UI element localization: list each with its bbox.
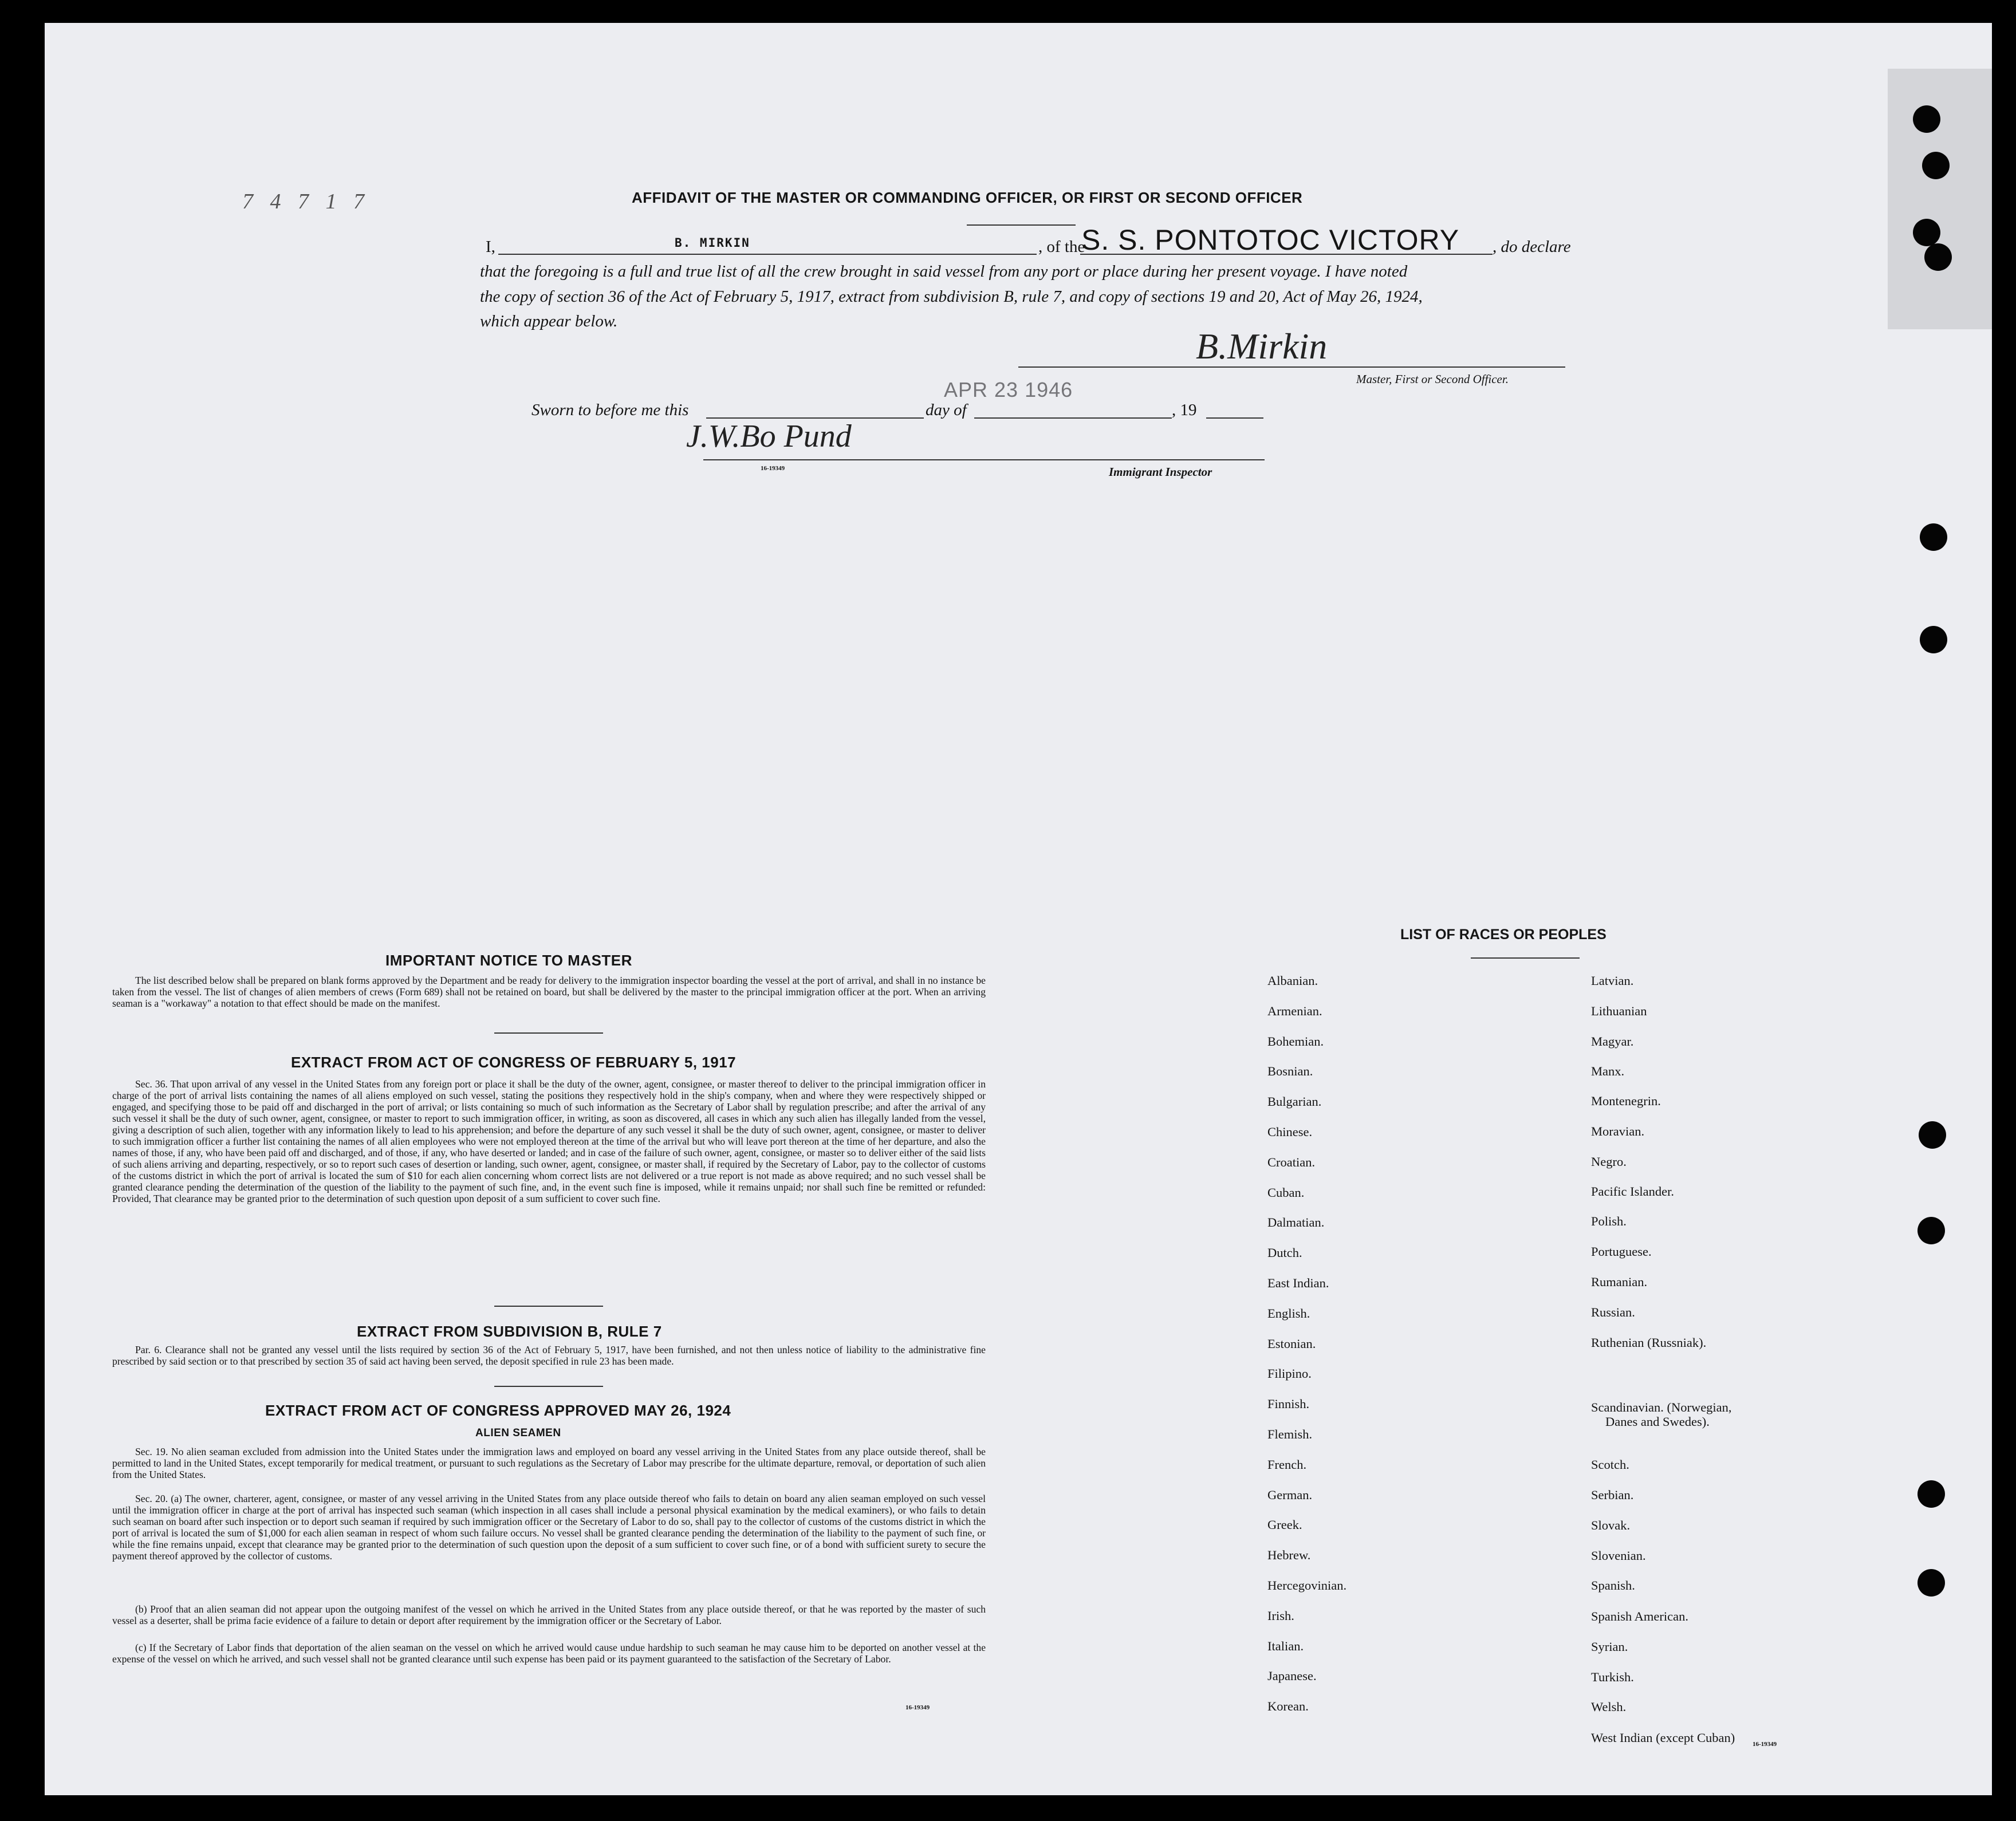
extract-1917-text: Sec. 36. That upon arrival of any vessel in the United States from any foreign port or place it shall be the duty of the owner, agent, consignee, or master thereof to deliver to the principal immigration officer in charge of the port of arrival lists containing the names of all aliens employed on such vessel, stating the positions they respectively hold in the ship's company, when and where they were respectively shipped or engaged, and specifying those to be paid off and discharged in the port of arrival; or lists containing so much of such information as the Secretary of Labor shall by regulation prescribe; and after the arrival of any such vessel it shall be the duty of such owner, agent, consignee, or master to report to such immigration officer, in writing, as soon as discovered, all cases in which any such alien has illegally landed from the vessel, giving a description of such alien, together with any information likely to lead to his apprehension; and before the departure of any such vessel it shall be the duty of such owner, agent, consignee, or master to deliver to such immigration officer a further list containing the names of all alien employees who were not employed thereon at the time of the arrival but who will leave port thereon at the time of her departure, and also the names of those, if any, who have been paid off and discharged, and of those, if any, who have deserted or landed; and in case of the failure of such owner, agent, consignee, or master so to deliver either of the said lists of such aliens arriving and departing, respectively, or so to report such cases of desertion or landing, such owner, agent, consignee, or master shall, if required by the Secretary of Labor, pay to the collector of customs of the customs district in which the port of arrival is located the sum of $10 for each alien concerning whom correct lists are not delivered or a true report is not made as above required; and no such vessel shall be granted clearance pending the determination of the question of the liability to the payment of such fine, and, in the event such fine is imposed, while it remains unpaid; nor shall such fine be remitted or refunded: Provided, That clearance may be granted prior to the determination of such question upon deposit of a sum sufficient to cover such fine. [112, 1078, 986, 1204]
race-item: Bulgarian. [1267, 1094, 1322, 1109]
punch-hole [1924, 243, 1952, 271]
race-item: Magyar. [1591, 1034, 1634, 1049]
race-item: Cuban. [1267, 1185, 1305, 1200]
race-item: Moravian. [1591, 1124, 1645, 1138]
divider [494, 1386, 603, 1387]
race-item: Syrian. [1591, 1639, 1628, 1654]
affidavit-line-3: the copy of section 36 of the Act of February 5, 1917, extract from subdivision B, rule 7, and copy of sections 19 and 20, Act of May 26, 1924, [480, 287, 1423, 306]
race-item: Japanese. [1267, 1669, 1317, 1684]
punch-hole [1917, 1217, 1945, 1244]
punch-hole [1920, 626, 1947, 653]
race-item: Pacific Islander. [1591, 1184, 1674, 1199]
day-of-label: day of [926, 401, 967, 419]
race-item: Montenegrin. [1591, 1094, 1661, 1108]
race-item: Spanish. [1591, 1578, 1635, 1593]
race-item: Korean. [1267, 1699, 1309, 1714]
divider [494, 1306, 603, 1307]
race-item: Dalmatian. [1267, 1215, 1325, 1230]
race-item: Bosnian. [1267, 1064, 1313, 1079]
sec20b-text: (b) Proof that an alien seaman did not appear upon the outgoing manifest of the vessel on which he arrived in the United States from any place outside thereof, or that he was reported by the master of such vessel as a deserter, shall be prima facie evidence of a failure to detain or deport after requirement by the immigration officer or the Secretary of Labor. [112, 1603, 986, 1626]
punch-hole [1913, 219, 1940, 246]
race-item: Latvian. [1591, 973, 1634, 988]
race-item: Finnish. [1267, 1397, 1310, 1412]
affidavit-line-2: that the foregoing is a full and true list of all the crew brought in said vessel from any port or place during her present voyage. I have noted [480, 262, 1408, 281]
year-prefix: , 19 [1172, 401, 1197, 419]
race-item: West Indian (except Cuban) [1591, 1731, 1735, 1745]
do-declare-label: , do declare [1493, 238, 1571, 256]
race-item: Filipino. [1267, 1366, 1312, 1381]
race-item: Spanish American. [1591, 1609, 1688, 1623]
race-item: Portuguese. [1591, 1244, 1652, 1259]
race-item: Russian. [1591, 1305, 1635, 1319]
race-item: Irish. [1267, 1608, 1294, 1623]
race-item: Flemish. [1267, 1427, 1313, 1441]
races-title: LIST OF RACES OR PEOPLES [1400, 927, 1606, 943]
race-item: Bohemian. [1267, 1034, 1324, 1049]
divider [494, 1032, 603, 1034]
race-item: Manx. [1591, 1064, 1625, 1078]
punch-hole [1917, 1569, 1945, 1597]
notice-title: IMPORTANT NOTICE TO MASTER [385, 952, 632, 969]
inspector-signature-line [703, 459, 1265, 460]
race-item: Ruthenian (Russniak). [1591, 1335, 1707, 1350]
race-item: Scandinavian. (Norwegian, [1591, 1400, 1732, 1414]
race-item: French. [1267, 1457, 1307, 1472]
race-item: German. [1267, 1487, 1313, 1502]
race-item: East Indian. [1267, 1276, 1329, 1290]
rule7-title: EXTRACT FROM SUBDIVISION B, RULE 7 [357, 1323, 662, 1340]
punch-hole [1920, 523, 1947, 551]
extract-1917-title: EXTRACT FROM ACT OF CONGRESS OF FEBRUARY 5, 1917 [291, 1054, 737, 1071]
master-name: B. MIRKIN [675, 236, 750, 250]
punch-hole [1913, 105, 1940, 133]
race-item: Scotch. [1591, 1457, 1629, 1472]
rule7-text: Par. 6. Clearance shall not be granted any vessel until the lists required by section 36 of the Act of February 5, 1917, have been furnished, and not then unless notice of liability to the administrative fine prescribed by said section or to that prescribed by section 35 of said act having been served, the deposit specified in rule 23 has been made. [112, 1344, 986, 1367]
sworn-year-line [1206, 417, 1263, 419]
race-item: Estonian. [1267, 1336, 1316, 1351]
handwritten-note: 7 4 7 1 7 [242, 190, 370, 214]
inspector-signature: J.W.Bo Pund [686, 419, 852, 454]
race-item: Hercegovinian. [1267, 1578, 1347, 1593]
i-label: I, [486, 238, 495, 256]
form-number-top: 16-19349 [761, 465, 785, 472]
sworn-label: Sworn to before me this [531, 401, 689, 419]
punch-hole [1917, 1480, 1945, 1508]
race-item: Negro. [1591, 1154, 1627, 1169]
race-item: Polish. [1591, 1214, 1627, 1228]
master-signature: B.Mirkin [1196, 326, 1328, 366]
sec20c-text: (c) If the Secretary of Labor finds that deportation of the alien seaman on the vessel on which he arrived would cause undue hardship to such seaman he may cause him to be deported on another vessel at the expense of the vessel on which he arrived, and such vessel shall not be granted clearance until such expense has been paid or its payment guaranteed to the satisfaction of the Secretary of Labor. [112, 1642, 986, 1665]
race-item: Greek. [1267, 1518, 1302, 1532]
race-item: English. [1267, 1306, 1310, 1321]
form-number-bottom-right: 16-19349 [1753, 1741, 1777, 1748]
race-item: Rumanian. [1591, 1275, 1648, 1289]
master-signature-line [1018, 366, 1565, 368]
title-divider [967, 224, 1076, 226]
race-item: Albanian. [1267, 973, 1318, 988]
divider [1471, 957, 1580, 959]
race-item: Danes and Swedes). [1605, 1414, 1710, 1429]
vessel-name: S. S. PONTOTOC VICTORY [1081, 224, 1460, 256]
race-item: Serbian. [1591, 1488, 1634, 1502]
race-item: Italian. [1267, 1638, 1304, 1653]
extract-1924-title: EXTRACT FROM ACT OF CONGRESS APPROVED MAY 26, 1924 [265, 1402, 731, 1419]
inspector-label: Immigrant Inspector [1109, 465, 1212, 479]
paper-tab [1888, 69, 1992, 329]
alien-seamen-subtitle: ALIEN SEAMEN [475, 1427, 561, 1439]
race-item: Slovak. [1591, 1518, 1631, 1532]
master-label: Master, First or Second Officer. [1356, 372, 1509, 386]
race-item: Welsh. [1591, 1700, 1627, 1714]
notice-text: The list described below shall be prepared on blank forms approved by the Department and be ready for delivery to the immigration inspector boarding the vessel at the port of arrival, and shall in no instance be taken from the vessel. The list of changes of alien members of crews (Form 689) shall not be retained on board, but shall be delivered by the master to the principal immigration officer at the port. When an arriving seaman is a "workaway" a notation to that effect should be made on the manifest. [112, 975, 986, 1009]
race-item: Lithuanian [1591, 1004, 1647, 1018]
punch-hole [1919, 1121, 1946, 1149]
race-item: Chinese. [1267, 1125, 1313, 1139]
date-stamp: APR 23 1946 [944, 378, 1073, 401]
sec19-text: Sec. 19. No alien seaman excluded from admission into the United States under the immigration laws and employed on board any vessel arriving in the United States from any place outside thereof, shall be permitted to land in the United States, except temporarily for medical treatment, or pursuant to such regulations as the Secretary of Labor may prescribe for the ultimate departure, removal, or deportation of such alien from the United States. [112, 1446, 986, 1480]
of-the-label: , of the [1038, 238, 1085, 256]
punch-hole [1922, 152, 1950, 179]
document-sheet [45, 23, 1992, 1795]
sec20a-text: Sec. 20. (a) The owner, charterer, agent, consignee, or master of any vessel arriving in the United States from any place outside thereof who fails to detain on board any alien seaman employed on such vessel until the immigration officer in charge at the port of arrival has inspected such seaman (which inspection in all cases shall include a personal physical examination by the medical examiners), or who fails to detain such seaman on board after such inspection or to deport such seaman if required by such immigration officer or the Secretary of Labor to do so, shall pay to the collector of customs of the customs district in which the port of arrival is located the sum of $1,000 for each alien seaman in respect of whom such failure occurs. No vessel shall be granted clearance pending the determination of the liability to the payment of such fine, or while the fine remains unpaid, except that clearance may be granted prior to the determination of such question upon the deposit of a sum sufficient to cover such fine, or of a bond with sufficient surety to secure the payment thereof approved by the collector of customs. [112, 1493, 986, 1562]
race-item: Turkish. [1591, 1670, 1634, 1684]
race-item: Armenian. [1267, 1003, 1322, 1018]
form-number-bottom-left: 16-19349 [905, 1704, 930, 1711]
master-name-line [498, 254, 1037, 255]
affidavit-line-4: which appear below. [480, 312, 618, 330]
sworn-month-line [974, 417, 1172, 419]
race-item: Dutch. [1267, 1245, 1302, 1260]
race-item: Slovenian. [1591, 1548, 1646, 1563]
race-item: Hebrew. [1267, 1548, 1311, 1563]
race-item: Croatian. [1267, 1154, 1316, 1169]
affidavit-title: AFFIDAVIT OF THE MASTER OR COMMANDING OFFICER, OR FIRST OR SECOND OFFICER [632, 189, 1303, 206]
